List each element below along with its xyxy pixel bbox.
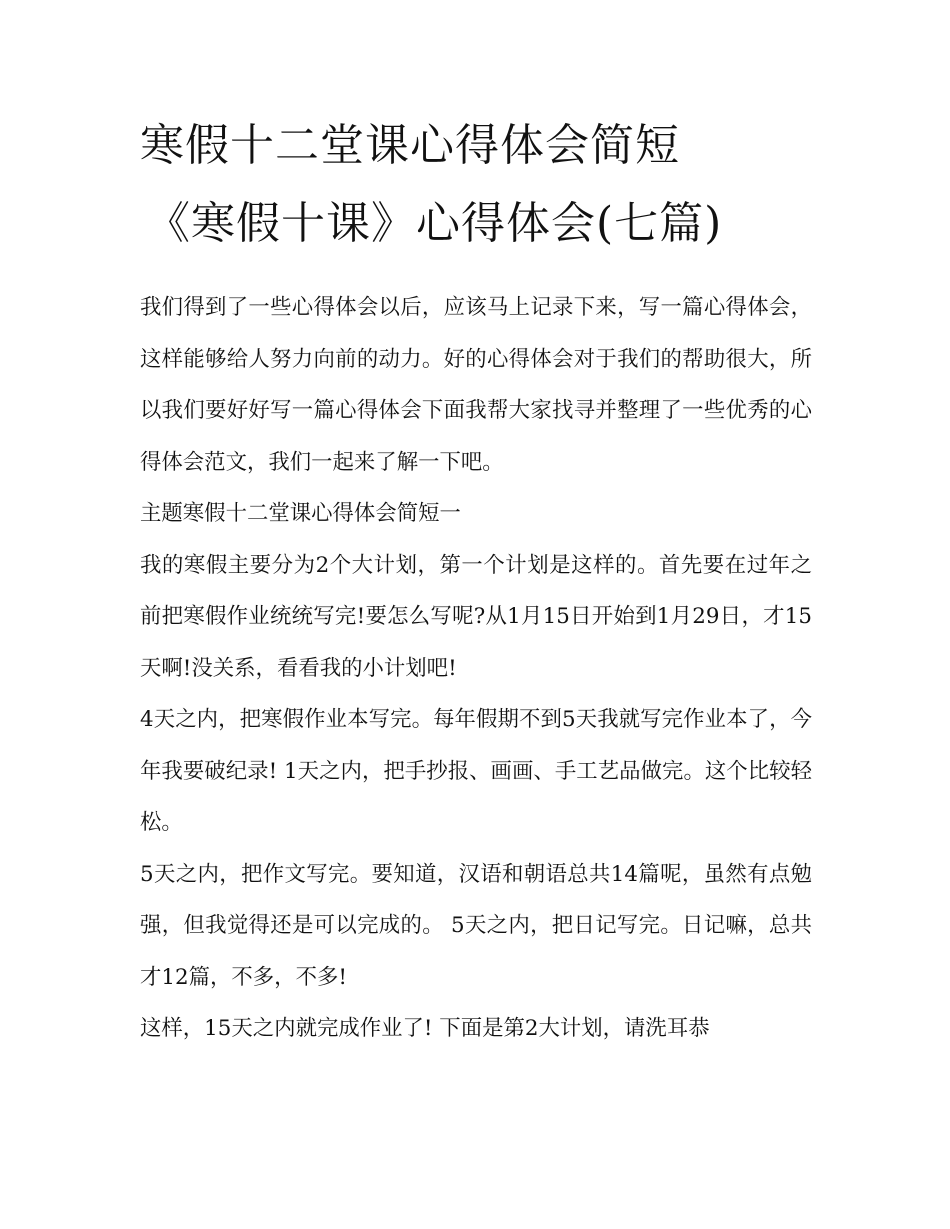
body-paragraph: 5天之内，把作文写完。要知道，汉语和朝语总共14篇呢，虽然有点勉强，但我觉得还是可以完成的。 5天之内，把日记写完。日记嘛，总共才12篇，不多，不多! — [140, 861, 812, 990]
body-paragraph: 我的寒假主要分为2个大计划，第一个计划是这样的。首先要在过年之前把寒假作业统统写完!要怎么写呢?从1月15日开始到1月29日，才15天啊!没关系，看看我的小计划吧! — [140, 552, 812, 681]
document-subtitle: 《寒假十课》心得体会(七篇) — [146, 198, 723, 249]
document-title: 寒假十二堂课心得体会简短 — [140, 120, 680, 171]
body-paragraph: 4天之内，把寒假作业本写完。每年假期不到5天我就写完作业本了，今年我要破纪录! 1天之内，把手抄报、画画、手工艺品做完。这个比较轻松。 — [140, 707, 812, 835]
intro-paragraph: 我们得到了一些心得体会以后，应该马上记录下来，写一篇心得体会，这样能够给人努力向前的动力。好的心得体会对于我们的帮助很大，所以我们要好好写一篇心得体会下面我帮大家找寻并整理了一些优秀的心得体会范文，我们一起来了解一下吧。 — [140, 295, 812, 475]
body-paragraph: 这样，15天之内就完成作业了! 下面是第2大计划，请洗耳恭 — [140, 1016, 710, 1041]
section-heading: 主题寒假十二堂课心得体会简短一 — [140, 501, 461, 526]
document-body — [140, 282, 812, 1055]
